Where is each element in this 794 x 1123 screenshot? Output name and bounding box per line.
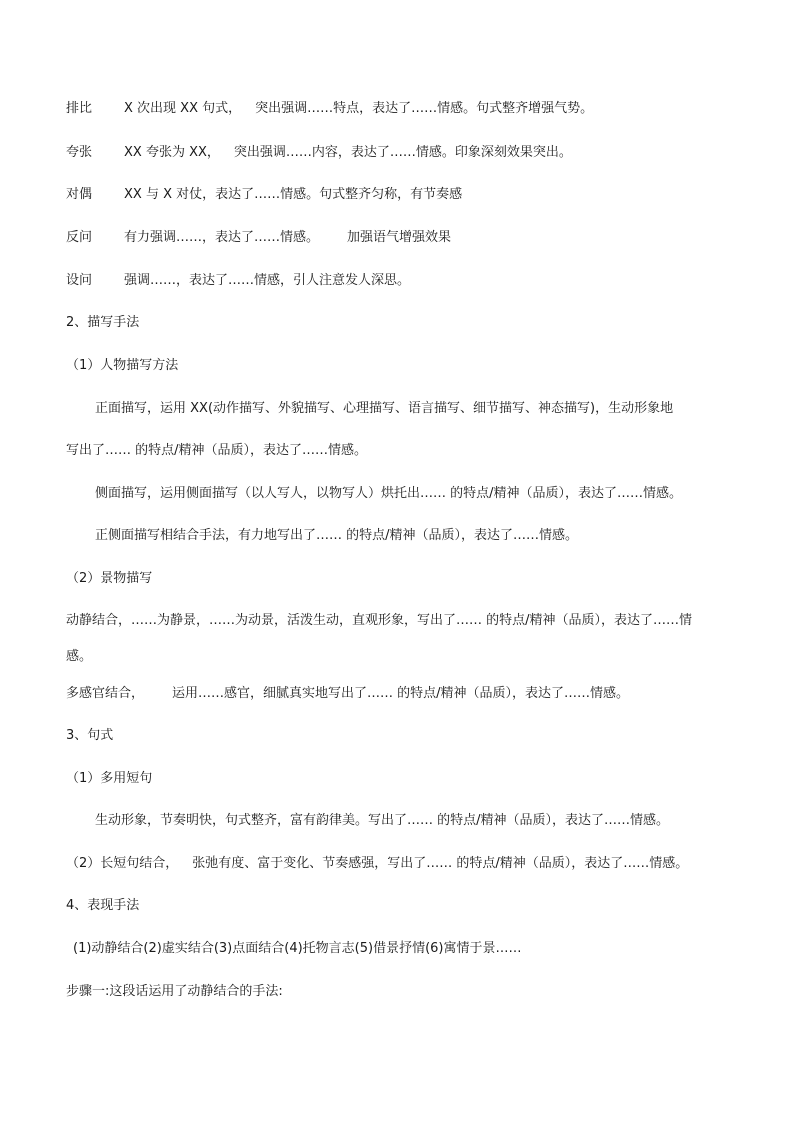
section-heading-technique: 4、表现手法 xyxy=(66,898,140,913)
term-label: 反问 xyxy=(66,230,93,245)
rhetoric-text-2: 加强语气增强效果 xyxy=(347,230,452,245)
paragraph-motion-stillness-cont: 感。 xyxy=(66,649,93,664)
rhetoric-text-2: 突出强调……内容，表达了……情感。印象深刻效果突出。 xyxy=(233,145,572,160)
long-short-label: （2）长短句结合， xyxy=(66,856,179,871)
rhetoric-row-self-question xyxy=(66,272,410,290)
term-label: 夸张 xyxy=(66,145,93,160)
long-short-text: 张弛有度、富于变化、节奏感强，写出了…… 的特点/精神（品质），表达了……情感。 xyxy=(192,856,689,871)
rhetoric-row-hyperbole xyxy=(66,144,572,162)
paragraph-long-short xyxy=(66,855,688,873)
rhetoric-row-parallelism xyxy=(66,100,593,118)
paragraph-short-sentences: 生动形象，节奏明快，句式整齐，富有韵律美。写出了…… 的特点/精神（品质），表达了……情感。 xyxy=(95,813,670,828)
step-one: 步骤一:这段话运用了动静结合的手法: xyxy=(66,984,283,999)
subheading-scenery: （2）景物描写 xyxy=(66,571,153,586)
section-heading-description: 2、描写手法 xyxy=(66,315,140,330)
paragraph-indirect-description: 侧面描写，运用侧面描写（以人写人，以物写人）烘托出…… 的特点/精神（品质），表达了……情感。 xyxy=(95,486,683,501)
rhetoric-row-antithesis xyxy=(66,186,462,204)
term-label: 排比 xyxy=(66,101,93,116)
rhetoric-text: 有力强调……，表达了……情感。 xyxy=(124,230,320,245)
paragraph-combined-description: 正侧面描写相结合手法，有力地写出了…… 的特点/精神（品质），表达了……情感。 xyxy=(95,528,579,543)
rhetoric-text-2: 突出强调……特点，表达了……情感。句式整齐增强气势。 xyxy=(255,101,594,116)
subheading-short-sentences: （1）多用短句 xyxy=(66,771,153,786)
term-label: 设问 xyxy=(66,273,93,288)
rhetoric-text: 强调……，表达了……情感，引人注意发人深思。 xyxy=(124,273,411,288)
rhetoric-row-rhetorical-question xyxy=(66,229,451,247)
paragraph-multi-sense xyxy=(66,685,629,703)
rhetoric-text: X 次出现 XX 句式， xyxy=(124,101,242,116)
multi-sense-text: 运用……感官，细腻真实地写出了…… 的特点/精神（品质），表达了……情感。 xyxy=(172,686,630,701)
technique-list: (1)动静结合(2)虚实结合(3)点面结合(4)托物言志(5)借景抒情(6)寓情于景…… xyxy=(73,941,522,956)
term-label: 对偶 xyxy=(66,187,93,202)
rhetoric-text: XX 与 X 对仗，表达了……情感。句式整齐匀称，有节奏感 xyxy=(124,187,463,202)
section-heading-sentence: 3、句式 xyxy=(66,728,114,743)
paragraph-direct-description-cont: 写出了…… 的特点/精神（品质），表达了……情感。 xyxy=(66,443,368,458)
multi-sense-label: 多感官结合， xyxy=(66,686,145,701)
rhetoric-text: XX 夸张为 XX， xyxy=(124,145,220,160)
subheading-character: （1）人物描写方法 xyxy=(66,358,179,373)
paragraph-motion-stillness: 动静结合，……为静景，……为动景，活泼生动，直观形象，写出了…… 的特点/精神（品质），表达了……情 xyxy=(66,613,693,628)
paragraph-direct-description: 正面描写，运用 XX(动作描写、外貌描写、心理描写、语言描写、细节描写、神态描写)，生动形象地 xyxy=(95,401,674,416)
